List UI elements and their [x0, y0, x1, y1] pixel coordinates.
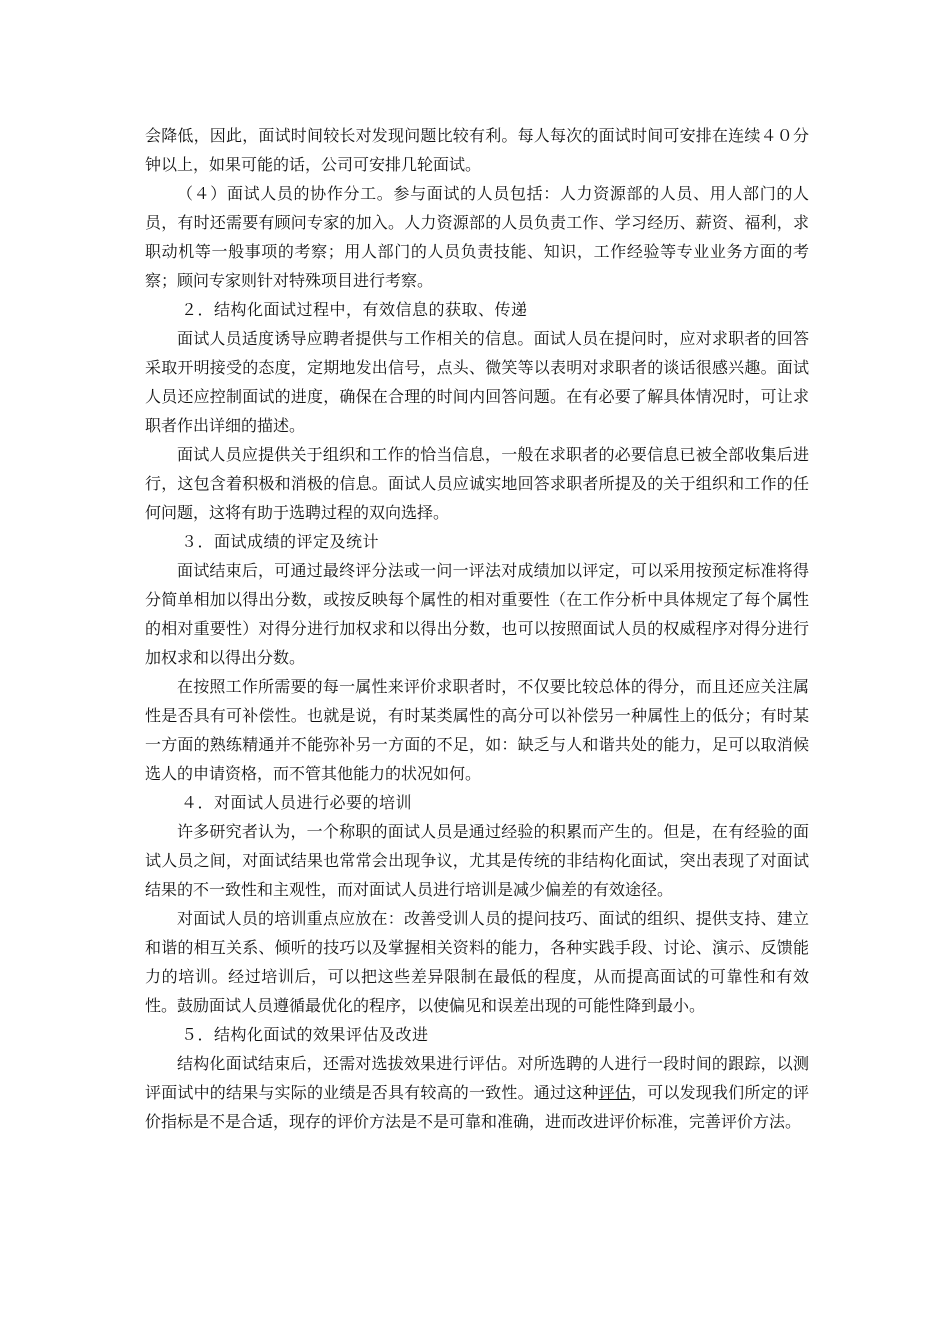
evaluation-text-end: ，可以发现我们所定的评价指标是不是合适，现存的评价方法是不是可靠和准确，进而改进评价标准，完善评价方法。 [145, 1083, 809, 1131]
document-body [145, 121, 809, 1136]
paragraph-interviewer-experience: 许多研究者认为，一个称职的面试人员是通过经验的积累而产生的。但是，在有经验的面试人员之间，对面试结果也常常会出现争议，尤其是传统的非结构化面试，突出表现了对面试结果的不一致性和主观性，而对面试人员进行培训是减少偏差的有效途径。 [145, 822, 809, 899]
paragraph-training-focus: 对面试人员的培训重点应放在：改善受训人员的提问技巧、面试的组织、提供支持、建立和谐的相互关系、倾听的技巧以及掌握相关资料的能力，各种实践手段、讨论、演示、反馈能力的培训。经过培训后，可以把这些差异限制在最低的程度，从而提高面试的可靠性和有效性。鼓励面试人员遵循最优化的程序，以使偏见和误差出现的可能性降到最小。 [145, 909, 809, 1015]
section-heading-2: ２．结构化面试过程中，有效信息的获取、传递 [181, 300, 528, 319]
section-heading-5: ５．结构化面试的效果评估及改进 [181, 1025, 429, 1044]
paragraph-provide-information: 面试人员应提供关于组织和工作的恰当信息，一般在求职者的必要信息已被全部收集后进行，这包含着积极和消极的信息。面试人员应诚实地回答求职者所提及的关于组织和工作的任何问题，这将有助于选聘过程的双向选择。 [145, 445, 809, 522]
paragraph-interviewer-division: （４）面试人员的协作分工。参与面试的人员包括：人力资源部的人员、用人部门的人员，有时还需要有顾问专家的加入。人力资源部的人员负责工作、学习经历、薪资、福利，求职动机等一般事项的考察；用人部门的人员负责技能、知识，工作经验等专业业务方面的考察；顾问专家则针对特殊项目进行考察。 [145, 184, 809, 290]
section-heading-3: ３．面试成绩的评定及统计 [181, 532, 380, 551]
paragraph-compensatory-attributes: 在按照工作所需要的每一属性来评价求职者时，不仅要比较总体的得分，而且还应关注属性是否具有可补偿性。也就是说，有时某类属性的高分可以补偿另一种属性上的低分；有时某一方面的熟练精通并不能弥补另一方面的不足，如：缺乏与人和谐共处的能力，足可以取消候选人的申请资格，而不管其他能力的状况如何。 [145, 677, 809, 783]
section-heading-4: ４．对面试人员进行必要的培训 [181, 793, 413, 812]
paragraph-guide-candidates: 面试人员适度诱导应聘者提供与工作相关的信息。面试人员在提问时，应对求职者的回答采取开明接受的态度，定期地发出信号，点头、微笑等以表明对求职者的谈话很感兴趣。面试人员还应控制面试的进度，确保在合理的时间内回答问题。在有必要了解具体情况时，可让求职者作出详细的描述。 [145, 329, 809, 435]
paragraph-scoring-methods: 面试结束后，可通过最终评分法或一问一评法对成绩加以评定，可以采用按预定标准将得分简单相加以得出分数，或按反映每个属性的相对重要性（在工作分析中具体规定了每个属性的相对重要性）对得分进行加权求和以得出分数，也可以按照面试人员的权威程序对得分进行加权求和以得出分数。 [145, 561, 809, 667]
paragraph-interview-duration: 会降低，因此，面试时间较长对发现问题比较有利。每人每次的面试时间可安排在连续４０分钟以上，如果可能的话，公司可安排几轮面试。 [145, 126, 809, 174]
paragraph-effect-evaluation [145, 1049, 809, 1136]
evaluation-text-start: 结构化面试结束后，还需对选拔效果进行评估。对所选聘的人进行一段时间的跟踪，以测评面试中的结果与实际的业绩是否具有较高的一致性。通过这种 [145, 1054, 809, 1102]
evaluation-link[interactable]: 评估 [598, 1083, 631, 1102]
